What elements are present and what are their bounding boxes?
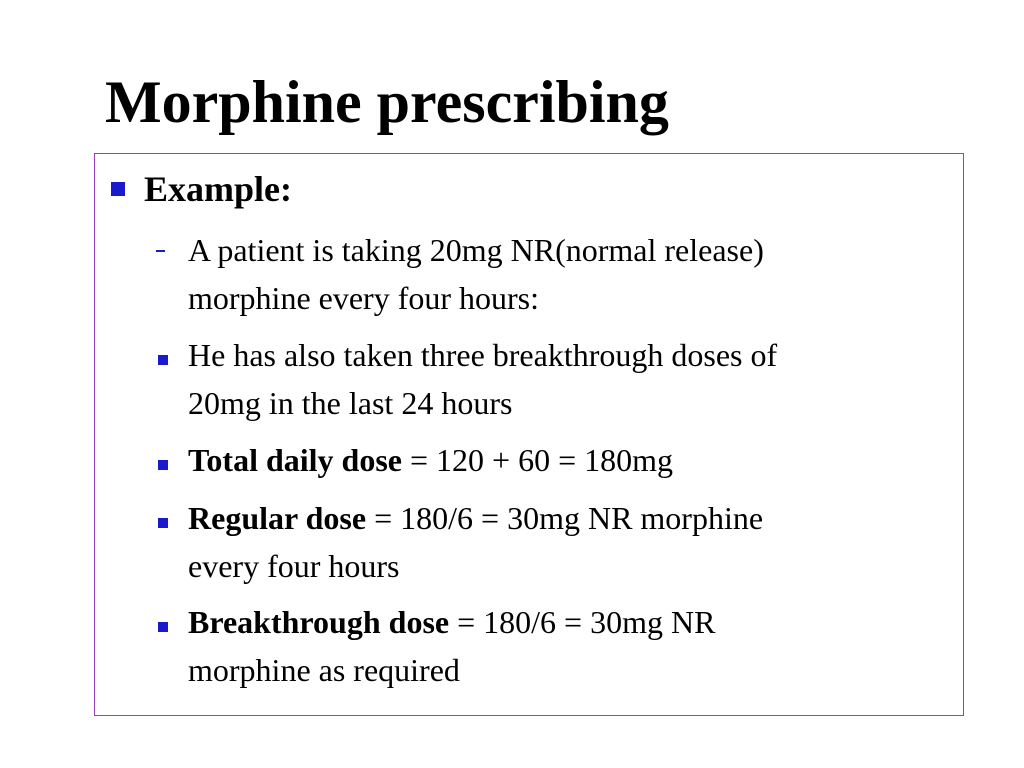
- breakthrough-dose-value-line-1: = 180/6 = 30mg NR: [449, 604, 716, 640]
- intro-line-2: morphine every four hours:: [188, 280, 540, 316]
- square-bullet-icon: [158, 622, 168, 632]
- slide-title: Morphine prescribing: [105, 69, 669, 135]
- intro-line-1: A patient is taking 20mg NR(normal release): [188, 232, 764, 268]
- regular-dose-text: [188, 494, 928, 590]
- breakthrough-dose-value-line-2: morphine as required: [188, 652, 460, 688]
- square-bullet-icon: [111, 182, 125, 196]
- breakthrough-dose-text: [188, 598, 928, 694]
- intro-text: [188, 226, 928, 322]
- regular-dose-row: [150, 494, 940, 590]
- total-daily-dose-row: [150, 436, 940, 484]
- square-bullet-icon: [158, 460, 168, 470]
- example-heading: Example:: [144, 169, 292, 209]
- square-bullet-icon: [158, 355, 168, 365]
- dash-bullet-icon: [156, 250, 165, 252]
- regular-dose-value-line-1: = 180/6 = 30mg NR morphine: [366, 500, 764, 536]
- breakthrough-history-line-1: He has also taken three breakthrough doses of: [188, 337, 778, 373]
- intro-row: [150, 226, 940, 322]
- total-daily-dose-text: [188, 436, 928, 484]
- regular-dose-label: Regular dose: [188, 500, 367, 536]
- total-daily-dose-value: = 120 + 60 = 180mg: [401, 442, 674, 478]
- square-bullet-icon: [158, 518, 168, 528]
- regular-dose-value-line-2: every four hours: [188, 548, 400, 584]
- total-daily-dose-label: Total daily dose: [188, 442, 402, 478]
- breakthrough-history-row: [150, 331, 940, 427]
- breakthrough-dose-row: [150, 598, 940, 694]
- breakthrough-dose-label: Breakthrough dose: [188, 604, 450, 640]
- breakthrough-history-text: [188, 331, 928, 427]
- breakthrough-history-line-2: 20mg in the last 24 hours: [188, 385, 513, 421]
